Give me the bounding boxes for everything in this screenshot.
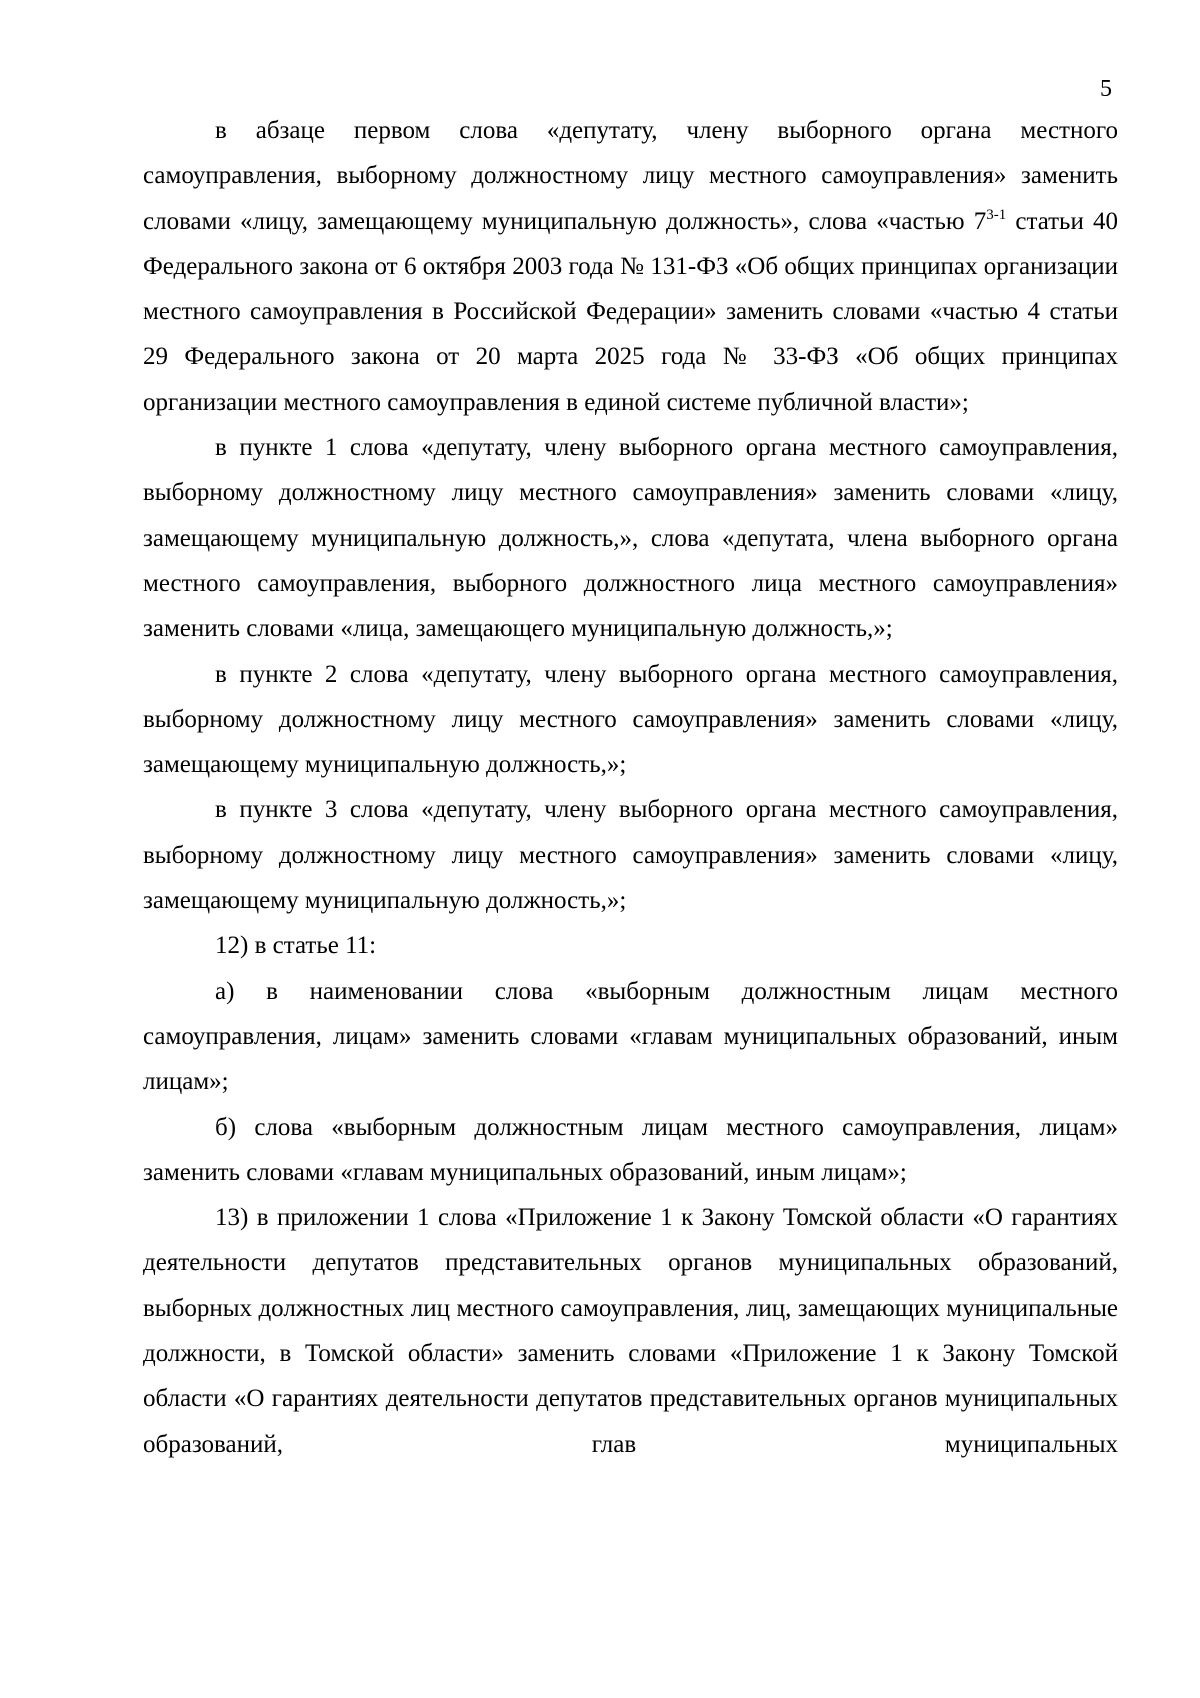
paragraph-subitem-b: б) слова «выборным должностным лицам местного самоуправления, лицам» заменить словами «главам муниципальных образований, иным лицам»; xyxy=(143,1113,1118,1186)
paragraph-item-12: 12) в статье 11: xyxy=(215,932,377,960)
page-number: 5 xyxy=(1100,76,1112,102)
paragraph-punkt-2: в пункте 2 слова «депутату, члену выборного органа местного самоуправления, выборному должностному лицу местного самоуправления» заменить словами «лицу, замещающему муниципальную должность,»; xyxy=(143,660,1118,779)
superscript-article-part: 3-1 xyxy=(986,206,1007,223)
paragraph-subitem-a: а) в наименовании слова «выборным должностным лицам местного самоуправления, лицам» заменить словами «главам муниципальных образований, иным лицам»; xyxy=(143,977,1118,1096)
paragraph-item-13: 13) в приложении 1 слова «Приложение 1 к Закону Томской области «О гарантиях деятельности депутатов представительных органов муниципальных образований, выборных должностных лиц местного самоуправления, лиц, замещающих муниципальные должности, в Томской области» заменить словами «Приложение 1 к Закону Томской области «О гарантиях деятельности депутатов представительных органов муниципальных образований, глав муниципальных xyxy=(143,1204,1118,1458)
paragraph-punkt-1: в пункте 1 слова «депутату, члену выборного органа местного самоуправления, выборному должностному лицу местного самоуправления» заменить словами «лицу, замещающему муниципальную должность,», слова «депутата, члена выборного органа местного самоуправления, выборного должностного лица местного самоуправления» заменить словами «лица, замещающего муниципальную должность,»; xyxy=(143,434,1118,643)
paragraph-text-part: в абзаце первом слова «депутату, члену выборного органа местного самоуправления, выборному должностному лицу местного самоуправления» заменить словами «лицу, замещающему муниципальную должность», слова «частью 7 xyxy=(143,117,1118,235)
paragraph-punkt-3: в пункте 3 слова «депутату, члену выборного органа местного самоуправления, выборному должностному лицу местного самоуправления» заменить словами «лицу, замещающему муниципальную должность,»; xyxy=(143,796,1118,915)
paragraph-abzac-pervom xyxy=(143,108,1118,425)
document-body xyxy=(143,108,1118,1467)
paragraph-text-part: статьи 40 Федерального закона от 6 октября 2003 года № 131-ФЗ «Об общих принципах организации местного самоуправления в Российской Федерации» заменить словами «частью 4 статьи 29 Федерального закона от 20 марта 2025 года № 33-ФЗ «Об общих принципах организации местного самоуправления в единой системе публичной власти»; xyxy=(143,207,1119,416)
